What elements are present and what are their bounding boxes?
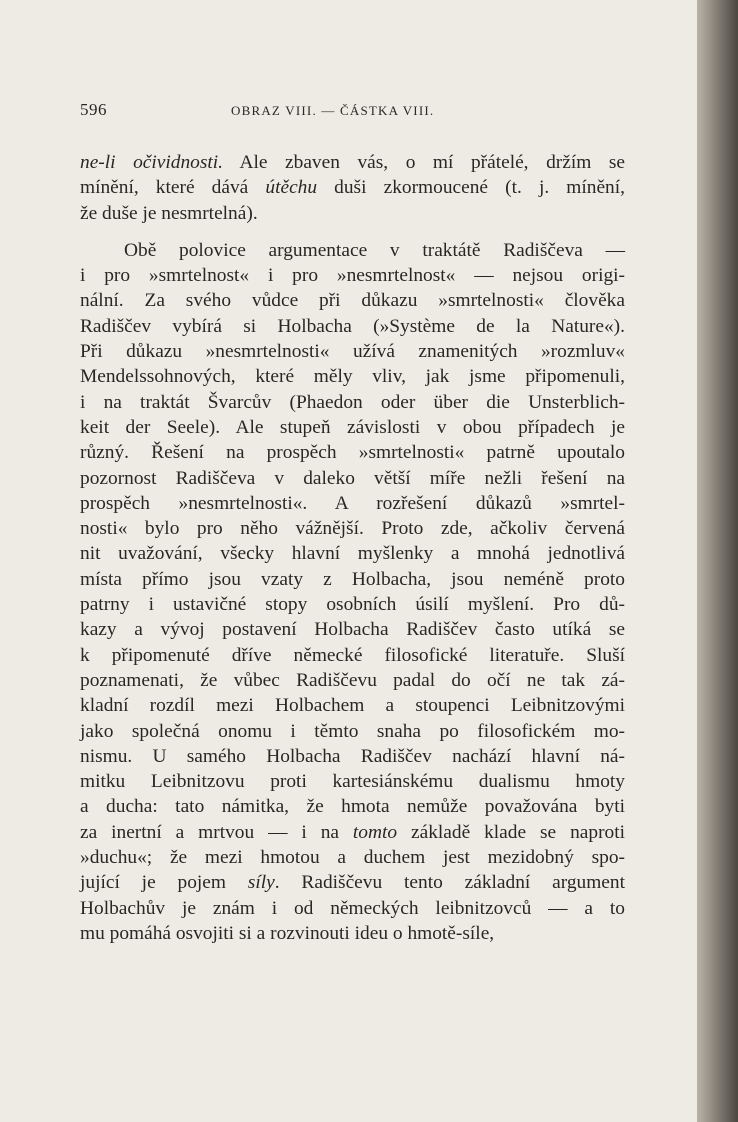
italic-text: síly — [247, 872, 275, 894]
text-line — [80, 150, 625, 175]
text-run: Obě polovice argumentace v traktátě Radiščeva — — [124, 239, 625, 261]
text-run: mu pomáhá osvojiti si a rozvinouti ideu o hmotě-síle, — [80, 922, 495, 944]
text-line — [80, 744, 625, 769]
text-line — [80, 719, 625, 744]
text-run: Holbachův je znám i od německých leibnitzovců — a to — [80, 897, 625, 919]
text-run: mínění, které dává — [80, 177, 266, 199]
text-run: prospěch »nesmrtelnosti«. A rozřešení důkazů »smrtel- — [80, 492, 625, 514]
text-line — [80, 896, 625, 921]
text-line — [80, 794, 625, 819]
text-run: že duše je nesmrtelná). — [80, 202, 258, 224]
text-line — [80, 870, 625, 895]
text-run: za inertní a mrtvou — i na — [80, 821, 353, 843]
text-line — [80, 769, 625, 794]
text-line — [80, 592, 625, 617]
text-run: základě klade se naproti — [397, 821, 625, 843]
text-run: jující je pojem — [80, 872, 248, 894]
text-line — [80, 921, 625, 946]
text-run: místa přímo jsou vzaty z Holbacha, jsou neméně proto — [80, 568, 625, 590]
text-line — [80, 440, 625, 465]
body-text — [80, 150, 625, 946]
text-run: pozornost Radiščeva v daleko větší míře nežli řešení na — [80, 467, 625, 489]
text-line — [80, 617, 625, 642]
text-run: Ale zbaven vás, o mí přátelé, držím se — [223, 152, 625, 173]
text-run: »duchu«; že mezi hmotou a duchem jest mezidobný spo- — [80, 847, 625, 869]
page-header — [80, 100, 625, 126]
text-line — [80, 201, 625, 226]
paragraph — [80, 150, 625, 226]
text-run: Radiščev vybírá si Holbacha (»Système de la Nature«). — [80, 315, 625, 337]
text-line — [80, 567, 625, 592]
text-line — [80, 643, 625, 668]
text-line — [80, 263, 625, 288]
text-run: mitku Leibnitzovu proti kartesiánskému dualismu hmoty — [80, 771, 625, 793]
text-line — [80, 491, 625, 516]
running-head: OBRAZ VIII. — ČÁSTKA VIII. — [231, 103, 435, 118]
text-line — [80, 314, 625, 339]
text-run: nit uvažování, všecky hlavní myšlenky a mnohá jednotlivá — [80, 543, 625, 565]
text-run: kazy a vývoj postavení Holbacha Radiščev často utíká se — [80, 619, 625, 641]
text-line — [80, 820, 625, 845]
book-gutter-shadow — [697, 0, 738, 1122]
text-run: keit der Seele). Ale stupeň závislosti v obou případech je — [80, 416, 625, 438]
text-run: nální. Za svého vůdce při důkazu »smrtelnosti« člověka — [80, 290, 625, 312]
italic-text: ne-li očividnosti. — [80, 152, 224, 173]
text-run: duši zkormoucené (t. j. mínění, — [317, 177, 625, 199]
text-line — [80, 693, 625, 718]
text-line — [80, 238, 625, 263]
text-run: i pro »smrtelnost« i pro »nesmrtelnost« — nejsou origi- — [80, 265, 625, 287]
text-run: Při důkazu »nesmrtelnosti« užívá znamenitých »rozmluv« — [80, 341, 625, 363]
text-line — [80, 541, 625, 566]
text-line — [80, 339, 625, 364]
text-run: Mendelssohnových, které měly vliv, jak jsme připomenuli, — [80, 366, 625, 388]
paragraph — [80, 238, 625, 946]
text-run: a ducha: tato námitka, že hmota nemůže považována byti — [80, 796, 625, 818]
text-line — [80, 516, 625, 541]
text-run: nosti« bylo pro něho vážnější. Proto zde, ačkoliv červená — [80, 518, 625, 540]
text-line — [80, 364, 625, 389]
paragraph-gap — [80, 226, 625, 238]
text-line — [80, 466, 625, 491]
text-run: jako společná onomu i těmto snaha po filosofickém mo- — [80, 720, 625, 742]
text-run: patrny i ustavičné stopy osobních úsilí myšlení. Pro dů- — [80, 594, 625, 616]
text-run: k připomenuté dříve německé filosofické literatuře. Sluší — [80, 644, 625, 666]
text-line — [80, 668, 625, 693]
text-line — [80, 845, 625, 870]
italic-text: tomto — [352, 821, 398, 843]
text-run: nismu. U samého Holbacha Radiščev nachází hlavní ná- — [80, 745, 625, 767]
text-run: různý. Řešení na prospěch »smrtelnosti« patrně upoutalo — [80, 442, 625, 464]
italic-text: útěchu — [265, 177, 318, 199]
text-run: . Radiščevu tento základní argument — [274, 872, 625, 894]
page-number: 596 — [80, 100, 107, 119]
text-run: kladní rozdíl mezi Holbachem a stoupenci Leibnitzovými — [80, 695, 625, 717]
text-run: poznamenati, že vůbec Radiščevu padal do očí ne tak zá- — [80, 669, 625, 691]
text-line — [80, 175, 625, 200]
text-line — [80, 390, 625, 415]
text-line — [80, 288, 625, 313]
text-run: i na traktát Švarcův (Phaedon oder über die Unsterblich- — [80, 391, 625, 413]
text-line — [80, 415, 625, 440]
